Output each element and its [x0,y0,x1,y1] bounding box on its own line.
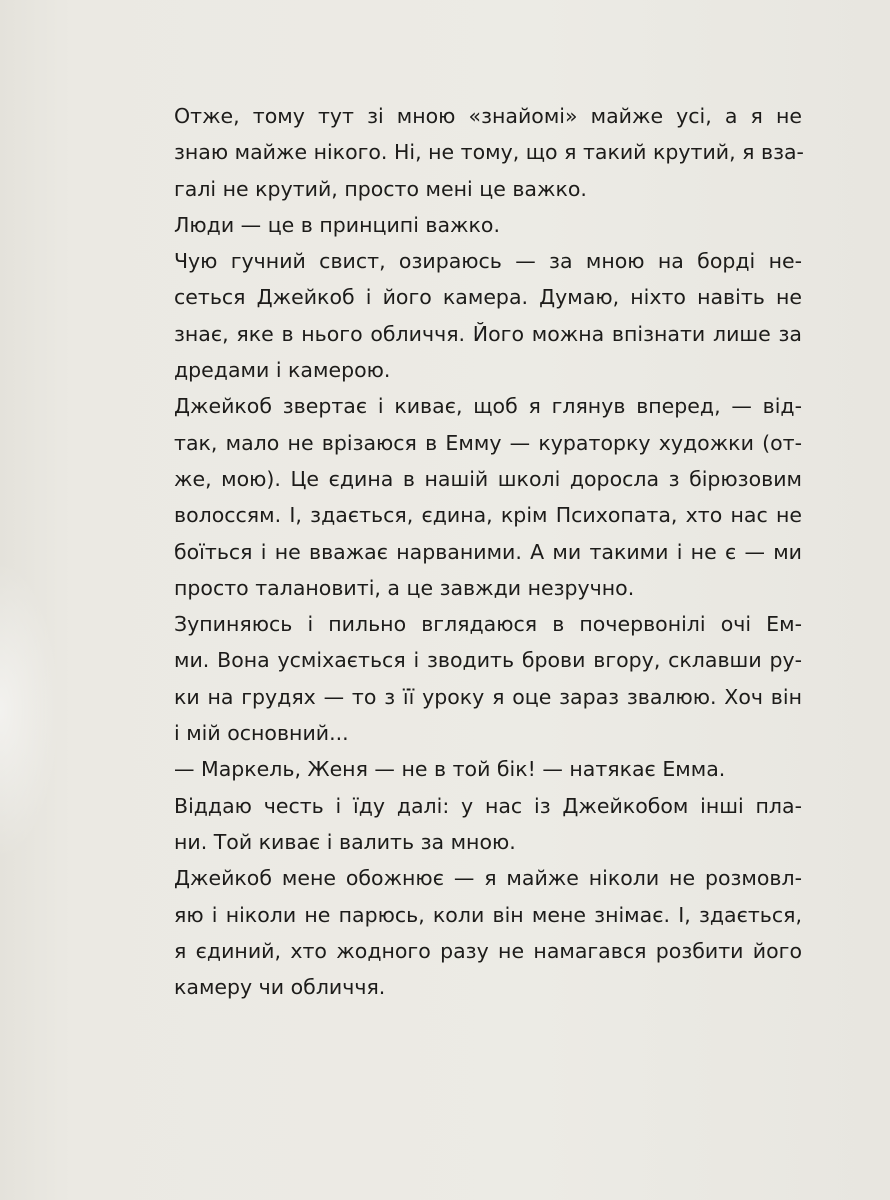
paragraph [134,751,802,787]
text-line: Отже, тому тут зі мною «знайомі» майже усі, а я не [174,104,802,128]
text-line: Зупиняюсь і пильно вглядаюся в почервонілі очі Ем- [174,612,802,637]
text-line: знаю майже нікого. Ні, не тому, що я такий крутий, я вза- [174,140,804,165]
text-line: я єдиний, хто жодного разу не намагався розбити його [174,938,802,963]
paragraph [134,860,802,1005]
text-line: ки на грудях — то з її уроку я оце зараз звалюю. Хоч він [174,684,802,709]
text-line: дредами і камерою. [174,358,391,383]
paragraph [134,388,802,606]
text-line: же, мою). Це єдина в нашій школі доросла з бірюзовим [174,466,802,491]
text-line: галі не крутий, просто мені це важко. [174,176,587,201]
paragraph [134,243,802,388]
paragraph [134,98,802,207]
page-text [134,98,802,1005]
paragraph [134,606,802,751]
text-line: ни. Той киває і валить за мною. [174,829,516,854]
text-line: Чую гучний свист, озираюсь — за мною на борді не- [174,249,802,274]
text-line: — Маркель, Женя — не в той бік! — натякає Емма. [174,757,726,782]
text-line: ми. Вона усміхається і зводить брови вгору, склавши ру- [174,648,802,673]
text-line: Віддаю честь і їду далі: у нас із Джейкобом інші пла- [174,793,802,818]
text-line: Джейкоб мене обожнює — я майже ніколи не розмовл- [174,866,802,891]
text-line: Люди — це в принципі важко. [174,212,500,237]
text-line: боїться і не вважає нарваними. А ми такими і не є — ми [174,539,802,564]
paragraph [134,207,802,243]
text-line: волоссям. І, здається, єдина, крім Психопата, хто нас не [174,503,802,528]
text-line: просто талановиті, а це завжди незручно. [174,575,635,600]
text-line: і мій основний... [174,721,349,746]
text-line: так, мало не врізаюся в Емму — кураторку художки (от- [174,430,802,455]
text-line: Джейкоб звертає і киває, щоб я глянув вперед, — від- [174,394,802,419]
text-line: знає, яке в нього обличчя. Його можна впізнати лише за [174,321,802,346]
paragraph [134,788,802,861]
text-line: камеру чи обличчя. [174,975,386,1000]
text-line: яю і ніколи не парюсь, коли він мене знімає. І, здається, [174,902,802,927]
text-line: сеться Джейкоб і його камера. Думаю, ніхто навіть не [174,285,802,310]
